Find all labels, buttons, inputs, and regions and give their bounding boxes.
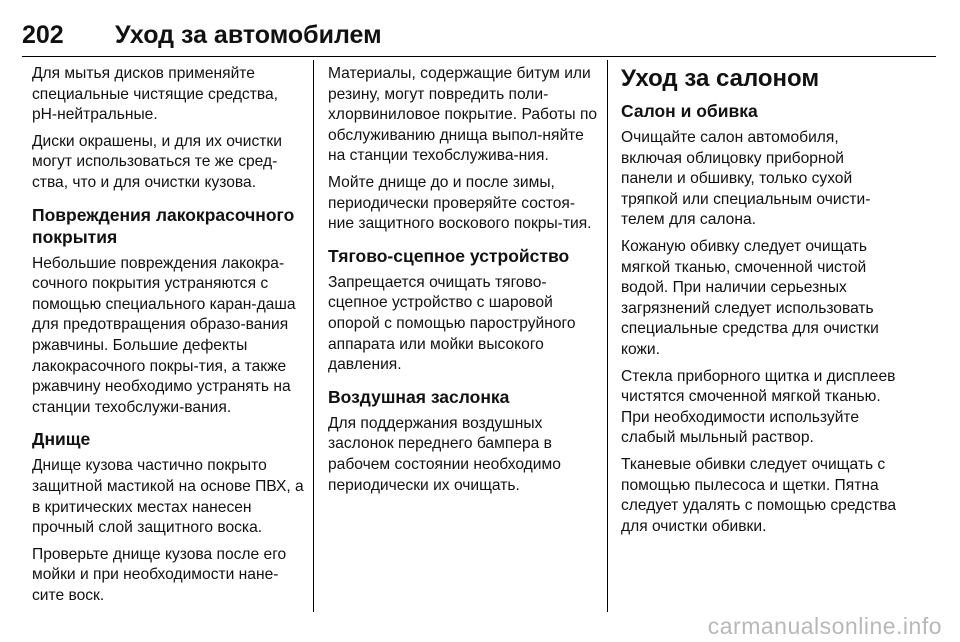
column-separator-1 — [313, 60, 314, 612]
watermark-text: carmanualsonline.info — [707, 613, 942, 639]
paragraph-underbody-check: Проверьте днище кузова после его мойки и при необходимости нане-сите воск. — [32, 545, 287, 604]
column-3 — [621, 64, 899, 543]
paragraph-bitumen-warning: Материалы, содержащие битум или резину, могут повредить поли-хлорвиниловое покрытие. Работы по обслуживанию днища выпол-няйте на станции техобслужива-ния. — [328, 65, 598, 165]
header-rule — [22, 56, 936, 57]
heading-air-flap: Воздушная заслонка — [328, 386, 510, 407]
chapter-title: Уход за автомобилем — [115, 21, 382, 49]
paragraph-interior-cleaning: Очищайте салон автомобиля, включая облицовку приборной панели и обшивку, только сухой тряпкой или специальным очисти-телем для салона. — [621, 129, 871, 229]
page-number: 202 — [22, 21, 64, 49]
column-separator-2 — [607, 60, 608, 612]
column-2 — [328, 64, 600, 502]
section-title-interior-care: Уход за салоном — [621, 65, 820, 92]
paragraph-paint-damage: Небольшие повреждения лакокра-сочного покрытия устраняются с помощью специального каран-даша для предотвращения образо-вания ржавчины. Большие дефекты лакокрасочного покры-тия, а также ржавчину необходимо устранять на станции техобслужи-вания. — [32, 254, 296, 416]
heading-towbar: Тягово-сцепное устройство — [328, 245, 570, 266]
heading-paint-damage: Повреждения лакокрасочного покрытия — [32, 204, 295, 247]
paragraph-underbody-coating: Днище кузова частично покрыто защитной мастикой на основе ПВХ, а в критических местах нанесен прочный слой защитного воска. — [32, 457, 304, 537]
column-1 — [32, 64, 306, 612]
paragraph-wheel-paint: Диски окрашены, и для их очистки могут использоваться те же сред-ства, что и для очистки кузова. — [32, 132, 282, 191]
paragraph-leather: Кожаную обивку следует очищать мягкой тканью, смоченной чистой водой. При наличии серьезных загрязнений следует использовать специальные средства для очистки кожи. — [621, 237, 879, 358]
paragraph-winter-wash: Мойте днище до и после зимы, периодически проверяйте состоя-ние защитного воскового покры-тия. — [328, 173, 592, 233]
heading-underbody: Днище — [32, 429, 91, 450]
heading-interior-upholstery: Салон и обивка — [621, 101, 758, 121]
paragraph-towbar: Запрещается очищать тягово-сцепное устройство с шаровой опорой с помощью пароструйного аппарата или мойки высокого давления. — [328, 273, 576, 374]
paragraph-display-glass: Стекла приборного щитка и дисплеев чистятся смоченной мягкой тканью. При необходимости используйте слабый мыльный раствор. — [621, 367, 896, 447]
page-header — [22, 18, 936, 58]
paragraph-fabric: Тканевые обивки следует очищать с помощью пылесоса и щетки. Пятна следует удалять с помощью средства для очистки обивки. — [621, 455, 897, 535]
paragraph-wheel-cleaning: Для мытья дисков применяйте специальные чистящие средства, pH-нейтральные. — [32, 65, 278, 124]
paragraph-air-flap: Для поддержания воздушных заслонок переднего бампера в рабочем состоянии необходимо периодически их очищать. — [328, 414, 561, 494]
